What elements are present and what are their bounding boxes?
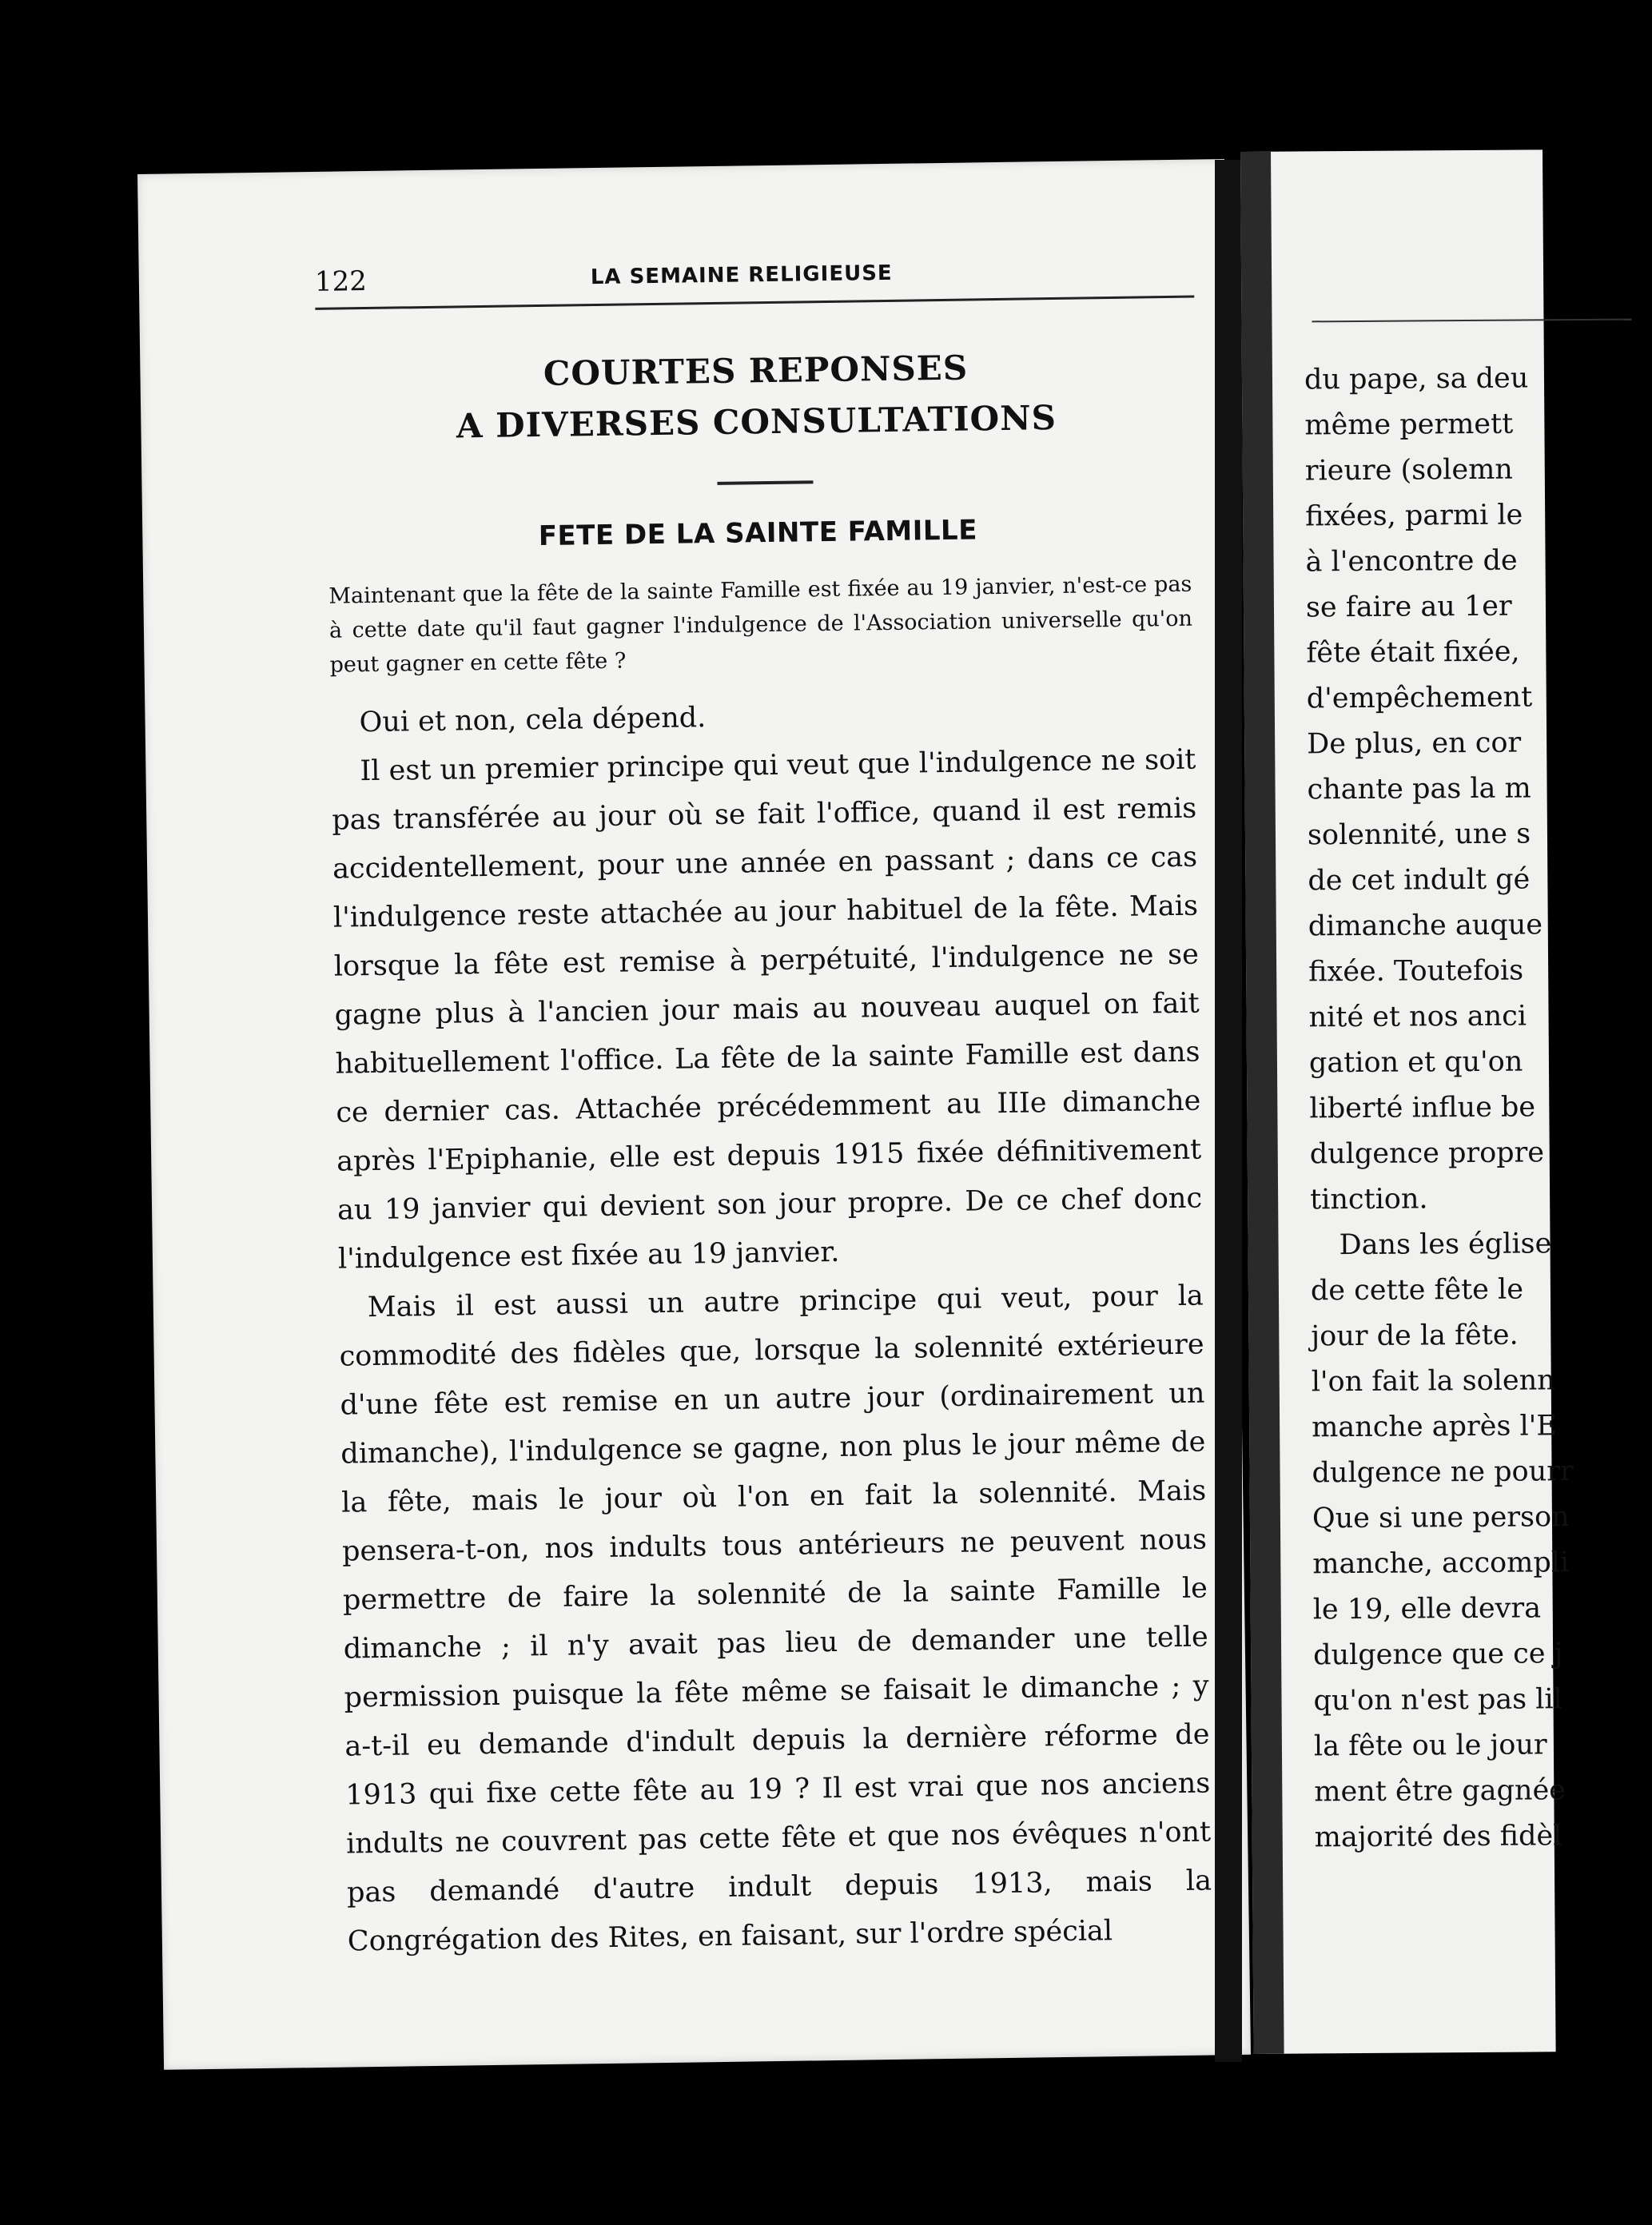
right-page-line: qu'on n'est pas lil: [1313, 1683, 1562, 1718]
right-page-line: gation et qu'on: [1308, 1045, 1523, 1080]
right-page-line: de cet indult gé: [1308, 863, 1531, 898]
right-page-line: dulgence que ce j: [1312, 1638, 1563, 1672]
right-page-line: manche, accompli: [1312, 1546, 1570, 1581]
right-page-line: majorité des fidèl: [1314, 1820, 1562, 1854]
right-page-line: liberté influe be: [1309, 1091, 1536, 1125]
right-page-line: Que si une person: [1312, 1501, 1570, 1535]
right-page-line: dulgence ne pourr: [1312, 1455, 1574, 1490]
right-page-line: se faire au 1er: [1305, 590, 1512, 624]
question-text: Maintenant que la fête de la sainte Famille est fixée au 19 janvier, n'est-ce pas à cette date qu'il faut gagner l'indulgence de l'Association universelle qu'on peut gagner en cette fête ?: [328, 571, 1193, 678]
article-title-line-1: COURTES REPONSES: [543, 348, 969, 393]
section-title: FETE DE LA SAINTE FAMILLE: [538, 514, 978, 553]
running-head: [315, 248, 1195, 310]
page-number: 122: [314, 265, 368, 298]
right-page-line: à l'encontre de: [1305, 544, 1518, 579]
right-page-line: du pape, sa deu: [1304, 362, 1529, 396]
left-page: [137, 159, 1251, 2070]
right-page-line: manche après l'E: [1312, 1410, 1558, 1444]
right-page-line: dimanche auque: [1308, 909, 1543, 943]
right-page-line: de cette fête le: [1310, 1273, 1524, 1308]
running-title: LA SEMAINE RELIGIEUSE: [590, 261, 893, 290]
article-title-line-2: A DIVERSES CONSULTATIONS: [456, 397, 1057, 446]
right-page-line: rieure (solemn: [1304, 453, 1514, 488]
right-page-line: l'on fait la solenn: [1311, 1364, 1555, 1399]
right-page-line: nité et nos anci: [1308, 1000, 1527, 1034]
right-page-line: fixées, parmi le: [1305, 499, 1523, 533]
right-page-rule: [1312, 319, 1631, 323]
right-page-line: De plus, en cor: [1307, 726, 1522, 761]
right-page-line: même permett: [1304, 408, 1514, 442]
right-page-line: fixée. Toutefois: [1308, 954, 1524, 989]
right-page: [1240, 149, 1574, 2054]
paragraph: Il est un premier principe qui veut que l'indulgence ne soit pas transférée au jour où se fait l'office, quand il est remis accidentellement, pour une année en passant ; dans ce cas l'indulgence reste attachée au jour habituel de la fête. Mais lorsque la fête est remise à perpétuité, l'indulgence ne se gagne plus à l'ancien jour mais au nouveau auquel on fait habituellement l'office. La fête de la sainte Famille est dans ce dernier cas. Attachée précédemment au IIIe dimanche après l'Epiphanie, elle est depuis 1915 fixée définitivement au 19 janvier qui devient son jour propre. De ce chef donc l'indulgence est fixée au 19 janvier.: [332, 743, 1203, 1276]
paragraph: Mais il est aussi un autre principe qui veut, pour la commodité des fidèles que, lorsque la solennité extérieure d'une fête est remise en un autre jour (ordinairement un dimanche), l'indulgence se gagne, non plus le jour même de la fête, mais le jour où l'on en fait la solennité. Mais pensera-t-on, nos indults tous antérieurs ne peuvent nous permettre de faire la solennité de la sainte Famille le dimanche ; il n'y avait pas lieu de demander une telle permission puisque la fête même se faisait le dimanche ; y a-t-il eu demande d'indult depuis la dernière réforme de 1913 qui fixe cette fête au 19 ? Il est vrai que nos anciens indults ne couvrent pas cette fête et que nos évêques n'ont pas demandé d'autre indult depuis 1913, mais la Congrégation des Rites, en faisant, sur l'ordre spécial: [339, 1280, 1212, 1958]
right-page-line: chante pas la m: [1307, 772, 1531, 806]
article-title: [316, 340, 1196, 454]
right-page-line: le 19, elle devra: [1312, 1592, 1542, 1626]
right-page-line: dulgence propre: [1309, 1136, 1545, 1171]
book-gutter: [1215, 160, 1242, 2062]
right-page-line: Dans les église: [1339, 1228, 1552, 1262]
answer-body: [330, 687, 1212, 1967]
right-page-line: fête était fixée,: [1306, 635, 1520, 670]
paragraph: Oui et non, cela dépend.: [359, 702, 707, 739]
title-rule: [717, 480, 813, 485]
right-page-line: solennité, une s: [1307, 818, 1531, 852]
right-page-line: la fête ou le jour: [1313, 1729, 1547, 1763]
right-page-text: [1304, 356, 1650, 1861]
right-page-line: d'empêchement: [1306, 681, 1533, 715]
right-page-line: ment être gagnée: [1314, 1774, 1566, 1809]
right-page-line: tinction.: [1310, 1183, 1428, 1216]
right-page-line: jour de la fête.: [1311, 1319, 1519, 1353]
